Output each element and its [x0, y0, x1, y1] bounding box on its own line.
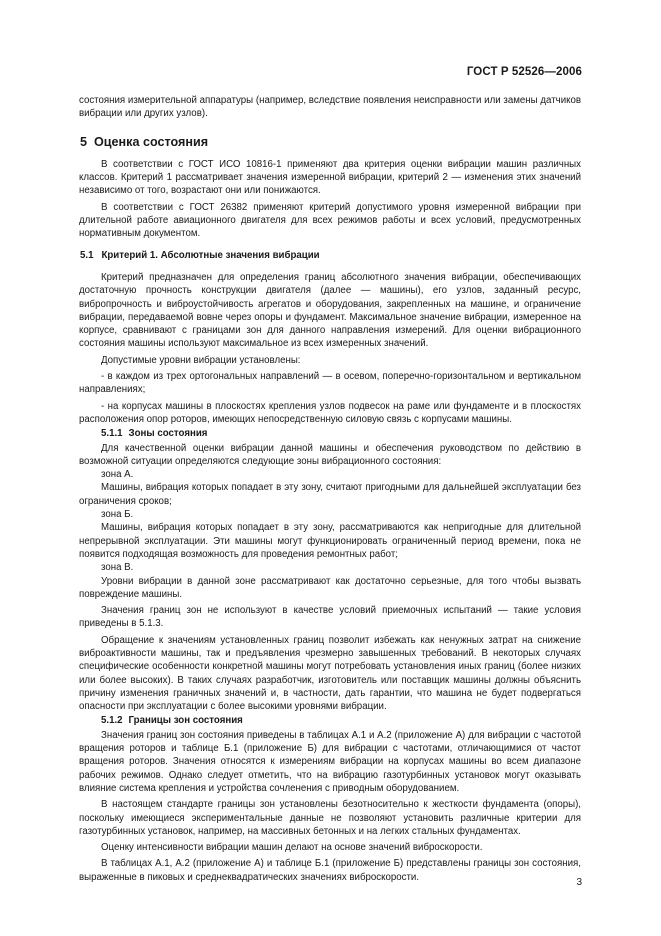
subsection-title: Критерий 1. Абсолютные значения вибрации: [101, 249, 320, 261]
subsection-title: Границы зон состояния: [128, 715, 243, 727]
section-title: Оценка состояния: [94, 134, 209, 149]
paragraph: В таблицах А.1, А.2 (приложение А) и таблице Б.1 (приложение Б) представлены границы зон состояния, выраженные в пиковых и среднеквадратических значениях виброскорости.: [79, 858, 581, 883]
paragraph: Оценку интенсивности вибрации машин делают на основе значений виброскорости.: [101, 842, 483, 854]
paragraph: Критерий предназначен для определения границ абсолютного значения вибрации, обеспечивающих достаточную прочность конструкции двигателя (далее — машины), его узлов, заданный ресурс, вибропрочность и виброустойчивость агрегатов и оборудования, закрепленных на машине, и ограничение вибрации, передаваемой вовне через опоры и фундамент. Максимальное значение вибрации, измеренное на корпусе, сравнивают с границами зон для данного направления измерений. Для оценки вибрационного состояния машины используют максимальное из всех измеренных значений.: [79, 271, 581, 350]
document-body: [79, 94, 581, 884]
page-number: 3: [576, 877, 582, 888]
list-item: - на корпусах машины в плоскостях крепления узлов подвесок на раме или фундаменте и в плоскостях расположения опор роторов, имеющих непосредственную силовую связь с корпусами машины.: [79, 400, 581, 425]
zone-label: зона А.: [101, 469, 134, 481]
subsection-heading-5-1-1: [101, 427, 581, 440]
paragraph: Допустимые уровни вибрации установлены:: [101, 354, 301, 366]
paragraph-intro-continuation: состояния измерительной аппаратуры (например, вследствие появления неисправности или замены датчиков вибрации или других узлов).: [79, 95, 581, 120]
paragraph: В настоящем стандарте границы зон установлены безотносительно к жесткости фундамента (опоры), поскольку имеющиеся экспериментальные данные не позволяют установить различные критерии для газотурбинных установок, например, на массивных бетонных и на легких стальных фундаментах.: [79, 799, 581, 837]
section-heading-5: [79, 136, 581, 149]
subsection-heading-5-1: [79, 249, 581, 262]
subsection-number: 5.1: [80, 249, 94, 261]
paragraph: В соответствии с ГОСТ 26382 применяют критерий допустимого уровня измеренной вибрации при длительной работе авиационного двигателя для всех режимов работы и всех условий, предусмотренных нормативным документом.: [79, 201, 581, 240]
paragraph: Машины, вибрация которых попадает в эту зону, рассматриваются как непригодные для длительной непрерывной эксплуатации. Эти машины могут функционировать ограниченный период времени, пока не появится подходящая возможность для проведения ремонтных работ;: [79, 522, 581, 560]
paragraph: Для качественной оценки вибрации данной машины и обеспечения руководством по действию в возможной ситуации определяются следующие зоны вибрационного состояния:: [79, 442, 581, 467]
zone-label: зона Б.: [101, 509, 134, 521]
list-item: - в каждом из трех ортогональных направлений — в осевом, поперечно-горизонтальном и вертикальном направлениях;: [79, 371, 581, 396]
section-number: 5: [80, 134, 88, 149]
paragraph: В соответствии с ГОСТ ИСО 10816-1 применяют два критерия оценки вибрации машин различных классов. Критерий 1 рассматривает значения измеренной вибрации, критерий 2 — изменения этих значений независимо от того, возрастают они или понижаются.: [79, 158, 581, 197]
subsection-number: 5.1.2: [101, 715, 123, 727]
subsection-number: 5.1.1: [101, 428, 123, 440]
zone-label: зона В.: [101, 562, 134, 574]
paragraph: Значения границ зон не используют в качестве условий приемочных испытаний — такие условия приведены в 5.1.3.: [79, 605, 581, 630]
subsection-title: Зоны состояния: [128, 428, 208, 440]
paragraph: Машины, вибрация которых попадает в эту зону, считают пригодными для дальнейшей эксплуатации без ограничения сроков;: [79, 482, 581, 507]
paragraph: Значения границ зон состояния приведены в таблицах А.1 и А.2 (приложение А) для вибрации с частотой вращения роторов и таблице Б.1 (приложение Б) для вибрации с частотами, отличающимися от частот вращения роторов. Значения относятся к измерениям вибрации на корпусах машины во всем диапазоне рабочих режимов. Однако следует отметить, что на вибрацию газотурбинных установок могут оказывать влияние система крепления и устройства сочленения с приводным оборудованием.: [79, 729, 581, 794]
document-id-header: ГОСТ Р 52526—2006: [466, 66, 582, 78]
paragraph: Обращение к значениям установленных границ позволит избежать как ненужных затрат на снижение виброактивности машины, так и предъявления чрезмерно завышенных требований. В некоторых случаях специфические особенности конкретной машины могут потребовать установления иных границ (более низких или более высоких). В таких случаях разработчик, изготовитель или поставщик машины должны объяснить причину изменения граничных значений и, в частности, дать гарантии, что машина не будет подвергаться опасности при эксплуатации с более высокими уровнями вибрации.: [79, 634, 581, 713]
subsection-heading-5-1-2: [101, 714, 581, 727]
paragraph: Уровни вибрации в данной зоне рассматривают как достаточно серьезные, для того чтобы вызвать повреждение машины.: [79, 575, 581, 600]
